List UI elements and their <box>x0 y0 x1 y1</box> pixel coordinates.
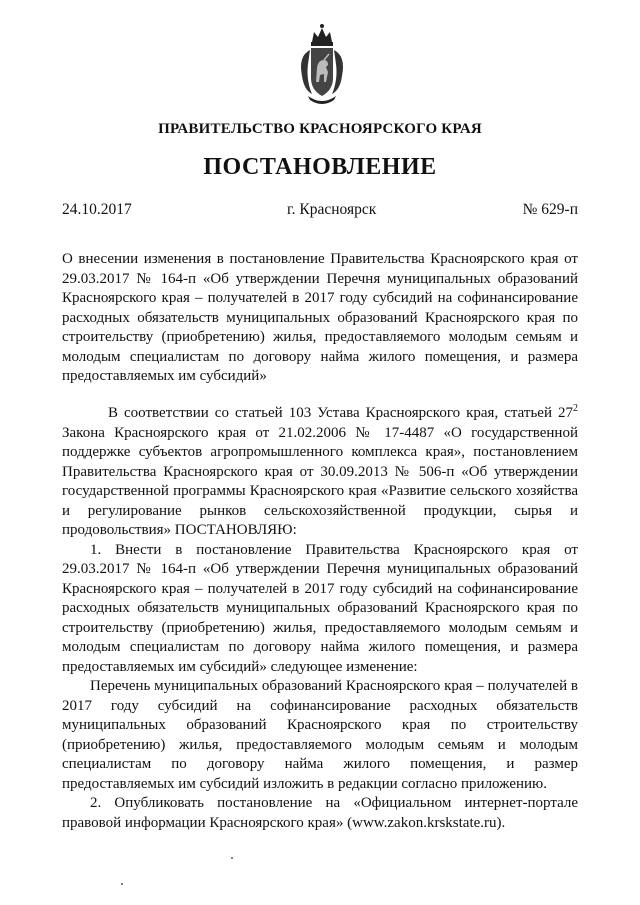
article-superscript: 2 <box>573 403 578 414</box>
preamble-paragraph <box>62 404 578 541</box>
document-date: 24.10.2017 <box>62 201 132 218</box>
document-number: № 629-п <box>522 201 578 218</box>
document-body <box>62 404 578 833</box>
document-type-title: ПОСТАНОВЛЕНИЕ <box>203 154 437 180</box>
scan-speck <box>231 857 233 859</box>
document-city: г. Красноярск <box>287 201 377 218</box>
list-change-paragraph: Перечень муниципальных образований Красноярского края – получателей в 2017 году субсидий на софинансирование расходных обязательств муниципальных образований Красноярского края по строительству (приобретению) жилья, предоставляемого молодым семьям и молодым специалистам по договору найма жилого помещения, и размер предоставляемых им субсидий изложить в редакции согласно приложению. <box>62 678 578 792</box>
scan-speck <box>121 883 123 885</box>
document-subject: О внесении изменения в постановление Правительства Красноярского края от 29.03.2017 № 164-п «Об утверждении Перечня муниципальных образований Красноярского края – получателей в 2017 году субсидий на софинансирование расходных обязательств муниципальных образований Красноярского края по строительству (приобретению) жилья, предоставляемого молодым семьям и молодым специалистам по договору найма жилого помещения, и размера предоставляемых им субсидий» <box>62 251 578 384</box>
preamble-text-start: В соответствии со статьей 103 Устава Красноярского края, статьей 27 <box>108 405 573 421</box>
clause-1-paragraph: 1. Внести в постановление Правительства Красноярского края от 29.03.2017 № 164-п «Об утверждении Перечня муниципальных образований Красноярского края – получателей в 2017 году субсидий на софинансирование расходных обязательств муниципальных образований Красноярского края по строительству (приобретению) жилья, предоставляемого молодым семьям и молодым специалистам по договору найма жилого помещения, и размера предоставляемых им субсидий» следующее изменение: <box>62 541 578 675</box>
preamble-text-end: Закона Красноярского края от 21.02.2006 № 17-4487 «О государственной поддержке субъектов агропромышленного комплекса края», постановлением Правительства Красноярского края от 30.09.2013 № 506-п «Об утверждении государственной программы Красноярского края «Развитие сельского хозяйства и регулирование рынков сельскохозяйственной продукции, сырья и продовольствия» ПОСТАНОВЛЯЮ: <box>62 424 578 538</box>
government-name: ПРАВИТЕЛЬСТВО КРАСНОЯРСКОГО КРАЯ <box>158 121 482 137</box>
clause-2-paragraph: 2. Опубликовать постановление на «Официальном интернет-портале правовой информации Красноярского края» (www.zakon.krskstate.ru). <box>62 795 578 831</box>
coat-of-arms-icon <box>296 20 348 108</box>
document-meta-row <box>62 201 578 223</box>
